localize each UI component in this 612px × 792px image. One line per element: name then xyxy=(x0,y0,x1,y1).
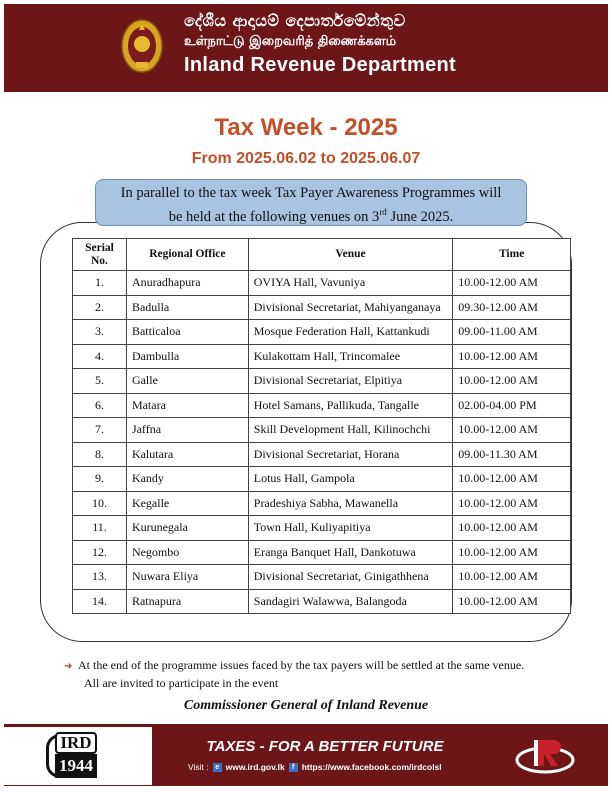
time-cell: 10.00-12.00 AM xyxy=(453,565,571,590)
header-tamil-title: உள்நாட்டு இறைவரித் திணைக்களம் xyxy=(184,34,397,49)
serial-cell: 1. xyxy=(73,271,127,296)
venue-cell: Town Hall, Kuliyapitiya xyxy=(248,516,453,541)
table-row xyxy=(73,320,571,345)
header-regional-office: Regional Office xyxy=(126,239,248,271)
header-titles xyxy=(184,10,456,78)
header-sinhala-title: දේශීය ආදායම් දෙපාර්තමේන්තුව xyxy=(184,11,406,30)
office-cell: Kandy xyxy=(126,467,248,492)
office-cell: Anuradhapura xyxy=(126,271,248,296)
header-venue: Venue xyxy=(248,239,453,271)
notice-ordinal-suffix: rd xyxy=(379,207,387,217)
logo-ird-text: IRD xyxy=(55,732,97,754)
serial-cell: 11. xyxy=(73,516,127,541)
table-row xyxy=(73,271,571,296)
ir-emblem-icon xyxy=(514,736,576,776)
office-cell: Kalutara xyxy=(126,442,248,467)
time-cell: 10.00-12.00 AM xyxy=(453,540,571,565)
notice-line-1: In parallel to the tax week Tax Payer Awareness Programmes will xyxy=(120,185,502,201)
venues-table xyxy=(72,238,571,614)
serial-cell: 3. xyxy=(73,320,127,345)
office-cell: Galle xyxy=(126,369,248,394)
office-cell: Matara xyxy=(126,393,248,418)
office-cell: Batticaloa xyxy=(126,320,248,345)
office-cell: Nuwara Eliya xyxy=(126,565,248,590)
time-cell: 10.00-12.00 AM xyxy=(453,516,571,541)
header-serial xyxy=(73,239,127,271)
header-serial-line2: No. xyxy=(91,254,108,267)
office-cell: Ratnapura xyxy=(126,589,248,614)
facebook-icon: f xyxy=(289,763,298,772)
header-serial-line1: Serial xyxy=(85,241,114,254)
visit-label: Visit : xyxy=(188,762,209,772)
footer-slogan: TAXES - FOR A BETTER FUTURE xyxy=(206,738,444,755)
table-row xyxy=(73,344,571,369)
notice-box xyxy=(95,179,527,226)
table-row xyxy=(73,516,571,541)
venue-cell: Kulakottam Hall, Trincomalee xyxy=(248,344,453,369)
serial-cell: 6. xyxy=(73,393,127,418)
header-time: Time xyxy=(453,239,571,271)
table-row xyxy=(73,491,571,516)
notice-line-2-text: be held at the following venues on 3 xyxy=(168,208,380,225)
date-range-subtitle: From 2025.06.02 to 2025.06.07 xyxy=(191,150,421,167)
office-cell: Badulla xyxy=(126,295,248,320)
venue-cell: Mosque Federation Hall, Kattankudi xyxy=(248,320,453,345)
time-cell: 09.00-11.00 AM xyxy=(453,320,571,345)
time-cell: 10.00-12.00 AM xyxy=(453,467,571,492)
facebook-link[interactable]: https://www.facebook.com/irdcolsl xyxy=(301,762,442,772)
table-row xyxy=(73,295,571,320)
time-cell: 10.00-12.00 AM xyxy=(453,418,571,443)
office-cell: Kurunegala xyxy=(126,516,248,541)
table-row xyxy=(73,418,571,443)
venue-cell: Eranga Banquet Hall, Dankotuwa xyxy=(248,540,453,565)
table-row xyxy=(73,442,571,467)
serial-cell: 5. xyxy=(73,369,127,394)
notice-line-2-end: June 2025. xyxy=(386,208,454,225)
venue-cell: Divisional Secretariat, Horana xyxy=(248,442,453,467)
serial-cell: 14. xyxy=(73,589,127,614)
bullet-arrow-icon: ➜ xyxy=(64,661,73,672)
national-emblem-icon xyxy=(120,18,164,74)
office-cell: Negombo xyxy=(126,540,248,565)
time-cell: 02.00-04.00 PM xyxy=(453,393,571,418)
table-row xyxy=(73,565,571,590)
time-cell: 10.00-12.00 AM xyxy=(453,589,571,614)
serial-cell: 2. xyxy=(73,295,127,320)
venue-cell: OVIYA Hall, Vavuniya xyxy=(248,271,453,296)
logo-year-text: 1944 xyxy=(55,754,97,778)
venue-cell: Divisional Secretariat, Ginigathhena xyxy=(248,565,453,590)
serial-cell: 13. xyxy=(73,565,127,590)
venue-cell: Divisional Secretariat, Elpitiya xyxy=(248,369,453,394)
website-link[interactable]: www.ird.gov.lk xyxy=(225,762,285,772)
serial-cell: 4. xyxy=(73,344,127,369)
time-cell: 09.30-12.00 AM xyxy=(453,295,571,320)
ird-1944-logo xyxy=(46,730,102,782)
venue-cell: Pradeshiya Sabha, Mawanella xyxy=(248,491,453,516)
footer-links xyxy=(188,762,442,772)
header-english-title: Inland Revenue Department xyxy=(184,54,457,76)
time-cell: 10.00-12.00 AM xyxy=(453,344,571,369)
serial-cell: 8. xyxy=(73,442,127,467)
table-row xyxy=(73,540,571,565)
settlement-note xyxy=(64,655,524,677)
table-row xyxy=(73,467,571,492)
time-cell: 10.00-12.00 AM xyxy=(453,369,571,394)
office-cell: Dambulla xyxy=(126,344,248,369)
table-row xyxy=(73,589,571,614)
serial-cell: 10. xyxy=(73,491,127,516)
table-row xyxy=(73,369,571,394)
serial-cell: 12. xyxy=(73,540,127,565)
venue-cell: Divisional Secretariat, Mahiyanganaya xyxy=(248,295,453,320)
office-cell: Kegalle xyxy=(126,491,248,516)
venue-cell: Sandagiri Walawwa, Balangoda xyxy=(248,589,453,614)
signature-line: Commissioner General of Inland Revenue xyxy=(183,698,429,713)
venue-cell: Hotel Samans, Pallikuda, Tangalle xyxy=(248,393,453,418)
venue-cell: Skill Development Hall, Kilinochchi xyxy=(248,418,453,443)
table-row xyxy=(73,393,571,418)
invitation-note: All are invited to participate in the event xyxy=(84,676,279,690)
venue-cell: Lotus Hall, Gampola xyxy=(248,467,453,492)
settlement-note-text: At the end of the programme issues faced by the tax payers will be settled at the same venue. xyxy=(78,658,525,672)
time-cell: 10.00-12.00 AM xyxy=(453,271,571,296)
web-icon: e xyxy=(213,763,222,772)
serial-cell: 7. xyxy=(73,418,127,443)
notice-line-2 xyxy=(96,203,526,227)
office-cell: Jaffna xyxy=(126,418,248,443)
table-header-row xyxy=(73,239,571,271)
serial-cell: 9. xyxy=(73,467,127,492)
page-title: Tax Week - 2025 xyxy=(214,114,398,141)
time-cell: 09.00-11.30 AM xyxy=(453,442,571,467)
time-cell: 10.00-12.00 AM xyxy=(453,491,571,516)
